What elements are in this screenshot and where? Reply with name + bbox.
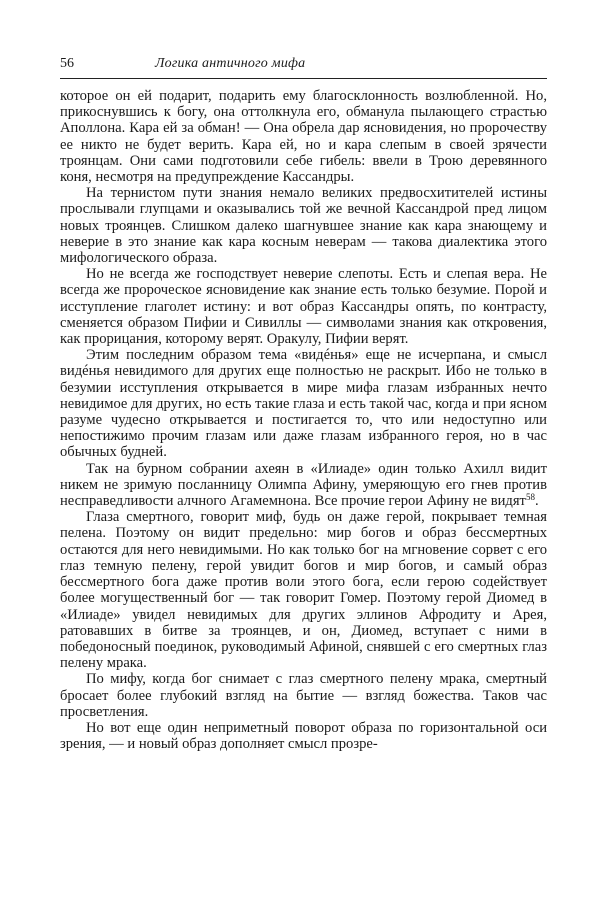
book-page (60, 56, 547, 752)
paragraph-6: Глаза смертного, говорит миф, будь он даже герой, покрывает темная пелена. Поэтому он видит предельно: мир богов и образ бессмертных остаются для него невидимыми. Но как только бог на мгновение сорвет с его глаз темную пелену, герой увидит богов и мир богов, и самый образ бессмертного бога даже против воли этого бога, если герою содействует более могущественный бог — так говорит Гомер. Поэтому герой Диомед в «Илиаде» увидел невидимых для других эллинов Афродиту и Арея, ратовавших в битве за троянцев, и он, Диомед, вступает с ними в победоносный поединок, руководимый Афиной, снявшей с его смертных глаз пелену мрака. (60, 509, 547, 672)
paragraph-7: По мифу, когда бог снимает с глаз смертного пелену мрака, смертный бросает более глубокий взгляд на бытие — взгляд божества. Таков час просветления. (60, 671, 547, 720)
body-text (60, 88, 547, 752)
paragraph-2: На тернистом пути знания немало великих предвосхитителей истины прослывали глупцами и оказывались той же вечной Кассандрой пред лицом новых троянцев. Слишком далеко шагнувшее знание как кара знающему и неверие в это знание как кара косным неверам — такова диалектика этого мифологического образа. (60, 185, 547, 267)
footnote-ref[interactable]: 58 (525, 492, 535, 503)
paragraph-8: Но вот еще один неприметный поворот образа по горизонтальной оси зрения, — и новый образ дополняет смысл прозре- (60, 719, 547, 753)
paragraph-1: которое он ей подарит, подарить ему благосклонность возлюбленной. Но, прикоснувшись к богу, она оттолкнула его, обманула пылающего страстью Аполлона. Кара ей за обман! — Она обрела дар ясновидения, но пророчеству ее никто не будет верить. Кара ей, но и кара слепым в своей зрячести троянцам. Они сами подготовили себе гибель: ввели в Трою деревянного коня, несмотря на предупреждение Кассандры. (60, 88, 547, 186)
paragraph-5 (60, 461, 547, 510)
page-number: 56 (60, 56, 74, 71)
paragraph-5-text: Так на бурном собрании ахеян в «Илиаде» один только Ахилл видит никем не зримую посланницу Олимпа Афину, умеряющую его гнев против несправедливости алчного Агамемнона. Все прочие герои Афину не видят (60, 460, 547, 510)
running-head (60, 56, 547, 79)
paragraph-5-tail: . (534, 493, 539, 510)
paragraph-4: Этим последним образом тема «видéнья» еще не исчерпана, и смысл видéнья невидимого для других еще полностью не раскрыт. Ибо не только в безумии исступления открывается в мире мифа глазам избранных нечто невидимое для других, но есть такие глаза и есть такой час, когда и при ясном разуме чудесно открывается и постигается то, что или недоступно или непостижимо прочим глазам или даже глазам избранного героя, но в час обычных будней. (60, 347, 547, 461)
paragraph-3: Но не всегда же господствует неверие слепоты. Есть и слепая вера. Не всегда же пророческое ясновидение как знание есть только безумие. Порой и исступление глаголет истину: и вот образ Кассандры опять, по контрасту, сменяется образом Пифии и Сивиллы — символами знания как откровения, как прорицания, которому верят. Оракулу, Пифии верят. (60, 266, 547, 348)
running-title: Логика античного мифа (155, 56, 306, 71)
